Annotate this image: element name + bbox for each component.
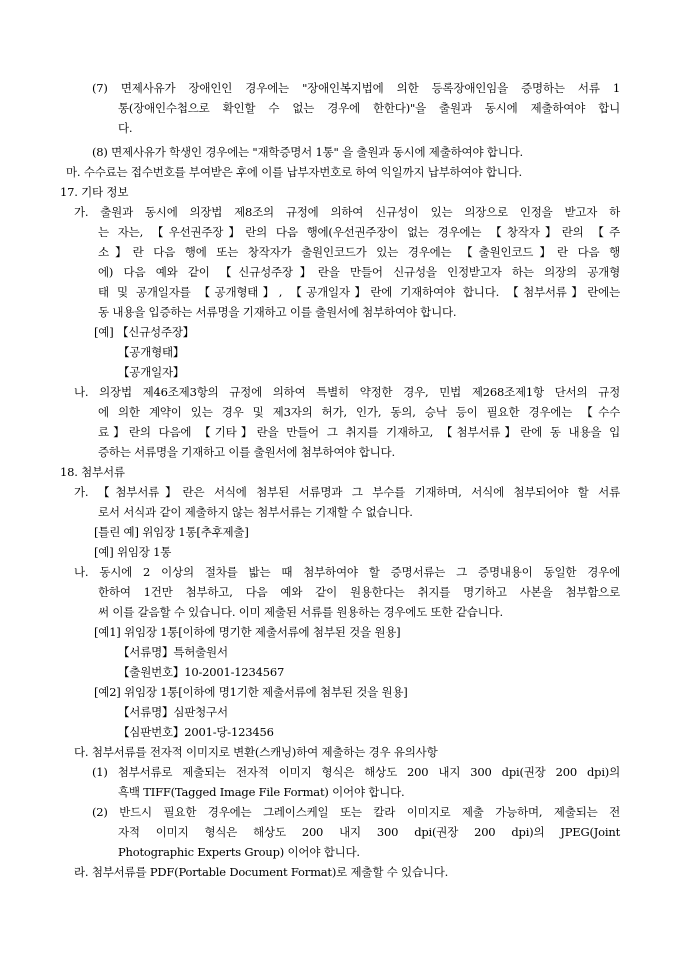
s18-na-line2: 한하여 1건만 첨부하고, 다음 예와 같이 원용한다는 취지를 명기하고 사본을 첨부함으로	[98, 585, 620, 599]
item8-text: (8) 면제사유가 학생인 경우에는 "재학증명서 1통" 을 출원과 동시에 제출하여야 합니다.	[92, 145, 523, 159]
s18-ga-line1: 가. 【첨부서류】란은 서식에 첨부된 서류명과 그 부수를 기재하며, 서식에 첨부되어야 할 서류	[74, 485, 620, 499]
s17-ga-line2: 는 자는, 【우선권주장】란의 다음 행에(우선권주장이 없는 경우에는 【창작자】란의 【주	[98, 225, 620, 239]
item7-line1: (7) 면제사유가 장애인인 경우에는 "장애인복지법에 의한 등록장애인임을 증명하는 서류 1	[92, 81, 620, 95]
s18-wrong-example: [틀린 예] 위임장 1통[추후제출]	[94, 525, 249, 539]
s18-na-line1: 나. 동시에 2 이상의 절차를 밟는 때 첨부하여야 할 증명서류는 그 증명내용이 동일한 경우에	[74, 565, 620, 579]
s18-da-item2-line1: (2) 반드시 필요한 경우에는 그레이스케일 또는 칼라 이미지로 제출 가능하며, 제출되는 전	[92, 805, 620, 819]
s18-da-item2-line2: 자적 이미지 형식은 해상도 200 내지 300 dpi(권장 200 dpi)의 JPEG(Joint	[118, 825, 620, 839]
s18-ra-text: 라. 첨부서류를 PDF(Portable Document Format)로 제출할 수 있습니다.	[74, 865, 449, 879]
section-17-heading: 17. 기타 정보	[60, 185, 129, 199]
s17-ga-line3: 소】란 다음 행에 또는 창작자가 출원인코드가 있는 경우에는 【출원인코드】란 다음 행	[98, 245, 620, 259]
s17-example-date: 【공개일자】	[118, 365, 185, 379]
item7-line3: 다.	[118, 121, 133, 135]
ma-text: 마. 수수료는 접수번호를 부여받은 후에 이를 납부자번호로 하여 익일까지 납부하여야 합니다.	[66, 165, 523, 179]
s18-ex1-label: [예1] 위임장 1통[이하에 명기한 제출서류에 첨부된 것을 원용]	[94, 625, 401, 639]
s18-ex1-app-number: 【출원번호】10-2001-1234567	[118, 665, 285, 679]
s17-na-line3: 료】란의 다음에 【기타】란을 만들어 그 취지를 기재하고, 【첨부서류】란에 동 내용을 입	[98, 425, 620, 439]
s17-na-line4: 증하는 서류명을 기재하고 이를 출원서에 첨부하여야 합니다.	[98, 445, 395, 459]
s17-ga-line5: 태 및 공개일자를 【공개형태】, 【공개일자】란에 기재하여야 합니다. 【첨부서류】란에는	[98, 285, 620, 299]
s18-da-item1-line1: (1) 첨부서류로 제출되는 전자적 이미지 형식은 해상도 200 내지 300 dpi(권장 200 dpi)의	[92, 765, 620, 779]
s18-ex2-doc-name: 【서류명】심판청구서	[118, 705, 228, 719]
section-18-heading: 18. 첨부서류	[60, 465, 125, 479]
s18-ex2-trial-number: 【심판번호】2001-당-123456	[118, 725, 274, 739]
s17-example-form: 【공개형태】	[118, 345, 185, 359]
s17-ga-line6: 동 내용을 입증하는 서류명을 기재하고 이를 출원서에 첨부하여야 합니다.	[98, 305, 457, 319]
s18-ga-line2: 로서 서식과 같이 제출하지 않는 첨부서류는 기재할 수 없습니다.	[98, 505, 413, 519]
s18-ex1-doc-name: 【서류명】특허출원서	[118, 645, 228, 659]
s17-example-label: [예] 【신규성주장】	[94, 325, 195, 339]
item7-line2: 통(장애인수첩으로 확인할 수 없는 경우에 한한다)"을 출원과 동시에 제출하여야 합니	[118, 101, 620, 115]
s17-na-line2: 에 의한 계약이 있는 경우 및 제3자의 허가, 인가, 동의, 승낙 등이 필요한 경우에는 【수수	[98, 405, 620, 419]
s17-ga-line4: 에) 다음 예와 같이 【신규성주장】란을 만들어 신규성을 인정받고자 하는 의장의 공개형	[98, 265, 620, 279]
s18-right-example: [예] 위임장 1통	[94, 545, 172, 559]
s17-na-line1: 나. 의장법 제46조제3항의 규정에 의하여 특별히 약정한 경우, 민법 제268조제1항 단서의 규정	[74, 385, 620, 399]
s18-da-item1-line2: 흑백 TIFF(Tagged Image File Format) 이어야 합니다.	[118, 785, 405, 799]
s18-ex2-label: [예2] 위임장 1통[이하에 명1기한 제출서류에 첨부된 것을 원용]	[94, 685, 408, 699]
s18-da-item2-line3: Photographic Experts Group) 이어야 합니다.	[118, 845, 360, 859]
s18-na-line3: 써 이를 갈음할 수 있습니다. 이미 제출된 서류를 원용하는 경우에도 또한 같습니다.	[98, 605, 503, 619]
s17-ga-line1: 가. 출원과 동시에 의장법 제8조의 규정에 의하여 신규성이 있는 의장으로 인정을 받고자 하	[74, 205, 620, 219]
s18-da-heading: 다. 첨부서류를 전자적 이미지로 변환(스캐닝)하여 제출하는 경우 유의사항	[74, 745, 438, 759]
